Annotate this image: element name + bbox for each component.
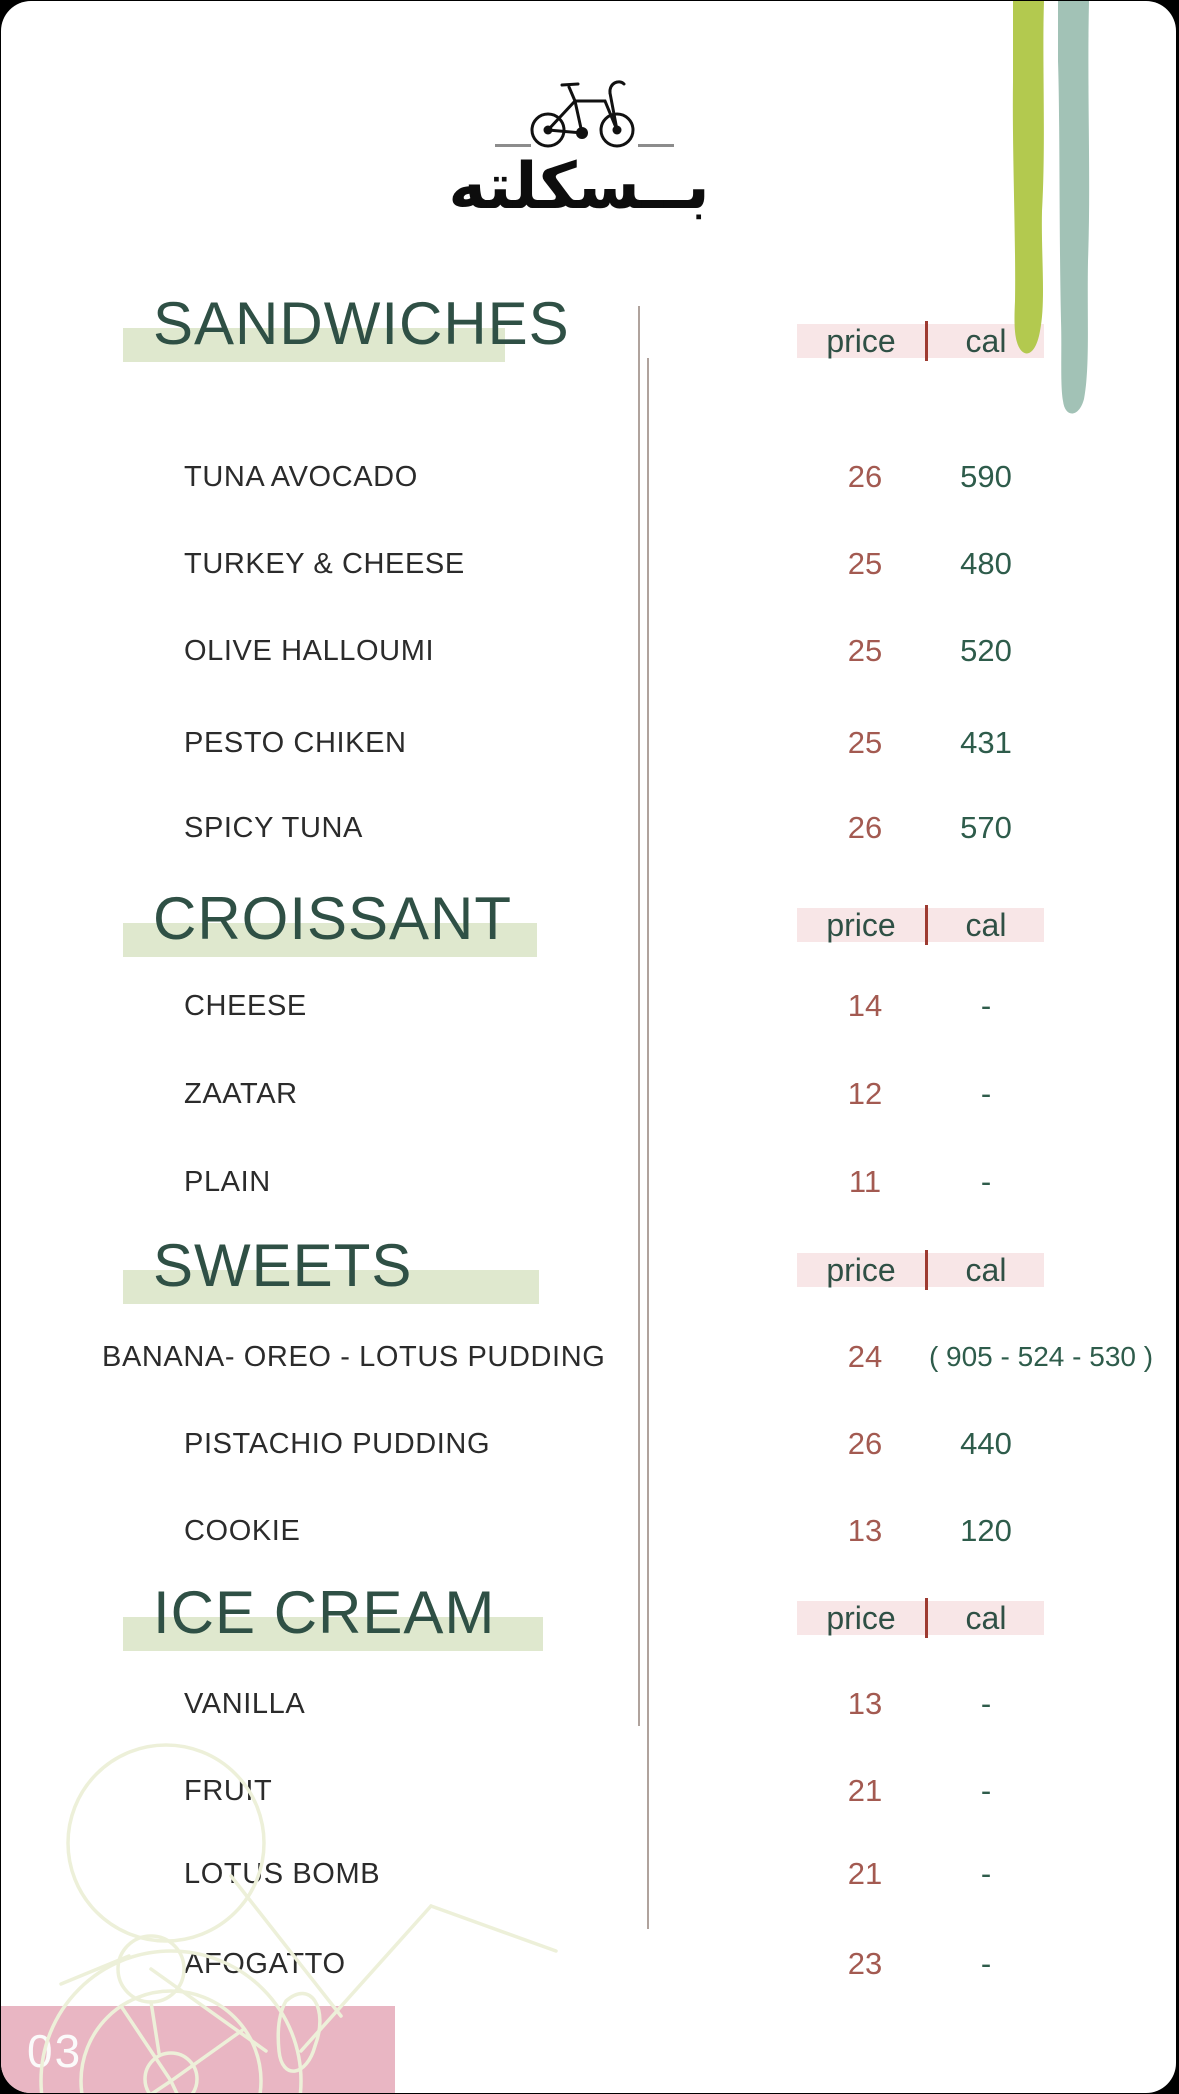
menu-item-name: AFOGATTO: [184, 1948, 346, 1980]
menu-row: [1, 1422, 1176, 1466]
menu-item-name: FRUIT: [184, 1775, 273, 1807]
bicycle-watermark: [1, 1651, 561, 2093]
column-header-croissant: [797, 908, 1044, 942]
menu-item-cal: -: [980, 1773, 992, 1808]
menu-item-name: VANILLA: [184, 1688, 306, 1720]
menu-item-cal: -: [980, 1856, 992, 1891]
menu-item-name: PESTO CHIKEN: [184, 727, 407, 759]
column-header-cal-label: cal: [965, 906, 1007, 943]
menu-item-cal: 480: [960, 546, 1012, 581]
menu-item-name: ZAATAR: [184, 1078, 298, 1110]
menu-item-price: 26: [847, 1426, 883, 1461]
menu-item-cal: 431: [960, 725, 1012, 760]
menu-item-cal: 570: [960, 810, 1012, 845]
menu-item-cal: -: [980, 1686, 992, 1721]
menu-item-price: 21: [847, 1773, 883, 1808]
menu-item-name: BANANA- OREO - LOTUS PUDDING: [102, 1341, 606, 1373]
menu-item-cal: -: [980, 1164, 992, 1199]
menu-item-price: 25: [847, 725, 883, 760]
menu-item-price: 26: [847, 459, 883, 494]
section-title-sandwiches: SANDWICHES: [153, 290, 570, 357]
menu-item-price: 25: [847, 546, 883, 581]
stripe-teal: [1058, 1, 1089, 414]
menu-item-cal: -: [980, 1076, 992, 1111]
menu-item-name: OLIVE HALLOUMI: [184, 635, 435, 667]
brush-stripes-decoration: [1001, 1, 1121, 431]
column-header-cal-label: cal: [965, 1251, 1007, 1288]
menu-row: [1, 984, 1176, 1028]
section-title-ice-cream: ICE CREAM: [153, 1579, 496, 1646]
menu-item-cal: 120: [960, 1513, 1012, 1548]
menu-item-name: CHEESE: [184, 990, 307, 1022]
menu-item-cal: -: [980, 988, 992, 1023]
column-header-price-label: price: [826, 1251, 896, 1288]
menu-item-cal: ( 905 - 524 - 530 ): [928, 1341, 1154, 1372]
menu-item-cal: 590: [960, 459, 1012, 494]
section-title-croissant: CROISSANT: [153, 885, 513, 952]
menu-item-name: SPICY TUNA: [184, 812, 363, 844]
menu-item-name: PLAIN: [184, 1166, 271, 1198]
column-header-price-label: price: [826, 322, 896, 359]
stripe-green: [1013, 1, 1044, 353]
menu-item-price: 26: [847, 810, 883, 845]
menu-row: [1, 1160, 1176, 1204]
menu-item-price: 21: [847, 1856, 883, 1891]
section-title-sweets: SWEETS: [153, 1232, 413, 1299]
menu-item-price: 25: [847, 633, 883, 668]
column-header-price-label: price: [826, 906, 896, 943]
menu-item-name: TURKEY & CHEESE: [184, 548, 465, 580]
menu-item-cal: 520: [960, 633, 1012, 668]
menu-row: [1, 1509, 1176, 1553]
menu-item-price: 23: [847, 1946, 883, 1981]
brand-arabic-wordmark: بــسكلته: [448, 150, 710, 224]
column-header-ice-cream: [797, 1601, 1044, 1635]
menu-item-price: 13: [847, 1513, 883, 1548]
menu-row: [1, 721, 1176, 765]
menu-item-name: PISTACHIO PUDDING: [184, 1428, 491, 1460]
menu-row: [1, 542, 1176, 586]
menu-row: [1, 455, 1176, 499]
menu-item-price: 14: [847, 988, 883, 1023]
menu-item-cal: 440: [960, 1426, 1012, 1461]
column-header-cal-label: cal: [965, 322, 1007, 359]
menu-item-name: TUNA AVOCADO: [184, 461, 418, 493]
column-header-price-label: price: [826, 1599, 896, 1636]
menu-item-price: 24: [847, 1339, 883, 1374]
menu-row: [1, 629, 1176, 673]
menu-card: [1, 1, 1176, 2093]
menu-item-price: 11: [848, 1164, 882, 1199]
menu-item-name: COOKIE: [184, 1515, 301, 1547]
menu-item-price: 13: [847, 1686, 883, 1721]
menu-item-cal: -: [980, 1946, 992, 1981]
menu-row: [1, 806, 1176, 850]
menu-row: [1, 1072, 1176, 1116]
menu-row: [1, 1335, 1176, 1379]
column-header-cal-label: cal: [965, 1599, 1007, 1636]
bicycle-icon: [529, 71, 637, 151]
page-number: 03: [27, 2024, 83, 2077]
menu-item-name: LOTUS BOMB: [184, 1858, 381, 1890]
menu-item-price: 12: [847, 1076, 883, 1111]
column-header-sweets: [797, 1253, 1044, 1287]
